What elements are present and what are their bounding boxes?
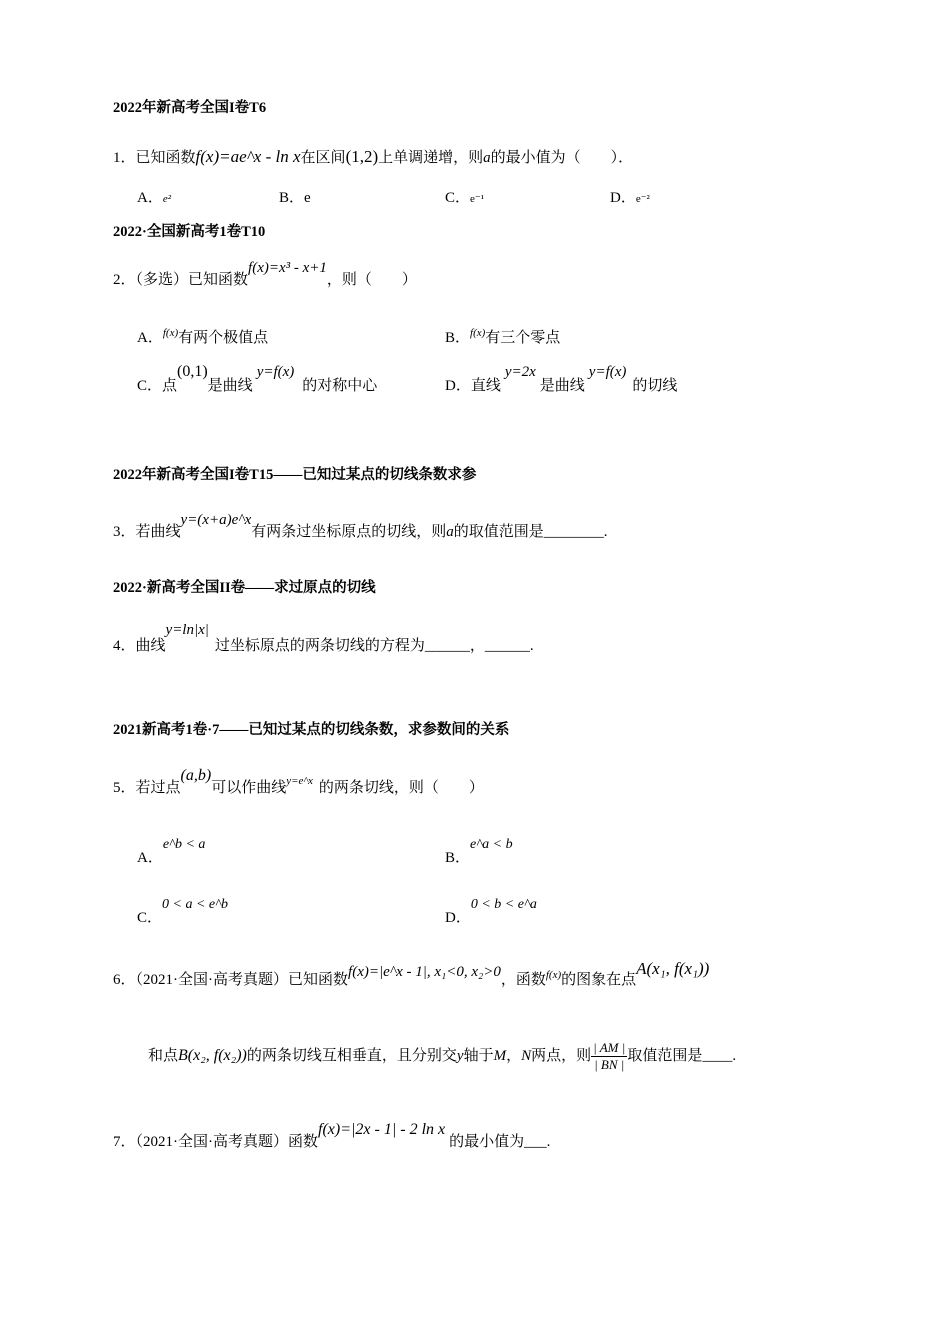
option-a: A．e^b < a bbox=[137, 837, 206, 866]
problem-number: 1． bbox=[113, 150, 136, 166]
formula: y=(x+a)e^x bbox=[180, 512, 252, 528]
problem-2: 2．（多选）已知函数f(x)=x³ - x+1，则（ ） bbox=[113, 260, 417, 288]
section-header: 2021新高考1卷·7——已知过某点的切线条数，求参数间的关系 bbox=[113, 722, 510, 738]
problem-source: （2021·全国·高考真题） bbox=[135, 1134, 289, 1150]
option-c: C．e⁻¹ bbox=[445, 190, 485, 206]
problem-5: 5．若过点(a,b)可以作曲线$^{y=e\^{}x}$ 的两条切线，则（ ） bbox=[113, 767, 484, 796]
section-header: 2022·全国新高考1卷T10 bbox=[113, 224, 266, 240]
option-c: C．0 < a < e^b bbox=[137, 897, 229, 926]
formula: f(x)=x³ - x+1 bbox=[248, 260, 327, 276]
option-b: B．e^a < b bbox=[445, 837, 513, 866]
problem-3: 3．若曲线y=(x+a)e^x有两条过坐标原点的切线，则a的取值范围是________. bbox=[113, 512, 608, 540]
option-a: A．e² bbox=[137, 190, 172, 206]
section-header: 2022·新高考全国II卷——求过原点的切线 bbox=[113, 580, 376, 596]
problem-source: （2021·全国·高考真题） bbox=[135, 972, 289, 988]
option-d: D．直线y=2x是曲线y=f(x)的切线 bbox=[445, 364, 678, 394]
problem-7: 7．（2021·全国·高考真题）函数f(x)=|2x - 1| - 2 ln x的最小值为___. bbox=[113, 1121, 551, 1150]
option-d: D．e⁻² bbox=[610, 190, 650, 206]
option-a: A．$^{f(x)}$有两个极值点 bbox=[137, 327, 269, 346]
problem-6-line-2: 和点B(x₂, f(x₂))的两条切线互相垂直，且分别交y轴于M，N两点，则 $\frac{| AM |}{| BN |}$ 取值范围是____. bbox=[148, 1040, 737, 1072]
option-b: B．e bbox=[279, 190, 311, 206]
problem-4: 4．曲线y=ln|x|过坐标原点的两条切线的方程为______，______. bbox=[113, 622, 534, 654]
option-b: B．$^{f(x)}$有三个零点 bbox=[445, 327, 561, 346]
interval: (1,2) bbox=[345, 147, 379, 166]
formula: f(x)=|e^x - 1|, x₁<0, x₂>0 bbox=[348, 964, 501, 980]
ratio-fraction: $\frac{| AM |}{| BN |}$ bbox=[593, 1040, 626, 1072]
formula: y=ln|x| bbox=[165, 622, 209, 638]
problem-6: 6．（2021·全国·高考真题）已知函数f(x)=|e^x - 1|, x₁<0, x₂>0，函数$^{f(x)}$的图象在点A(x₁, f(x₁)) bbox=[113, 959, 710, 988]
section-header: 2022年新高考全国I卷T15——已知过某点的切线条数求参 bbox=[113, 467, 477, 483]
option-d: D．0 < b < e^a bbox=[445, 897, 537, 926]
formula: f(x)=|2x - 1| - 2 ln x bbox=[318, 1121, 446, 1138]
problem-1: 1．已知函数f(x)=ae^x - ln x在区间(1,2)上单调递增，则a的最小值为（ ）． bbox=[113, 147, 634, 166]
section-header: 2022年新高考全国I卷T6 bbox=[113, 100, 267, 116]
formula: f(x)=ae^x - ln x bbox=[195, 147, 301, 166]
option-c: C．点(0,1)是曲线y=f(x)的对称中心 bbox=[137, 363, 378, 394]
